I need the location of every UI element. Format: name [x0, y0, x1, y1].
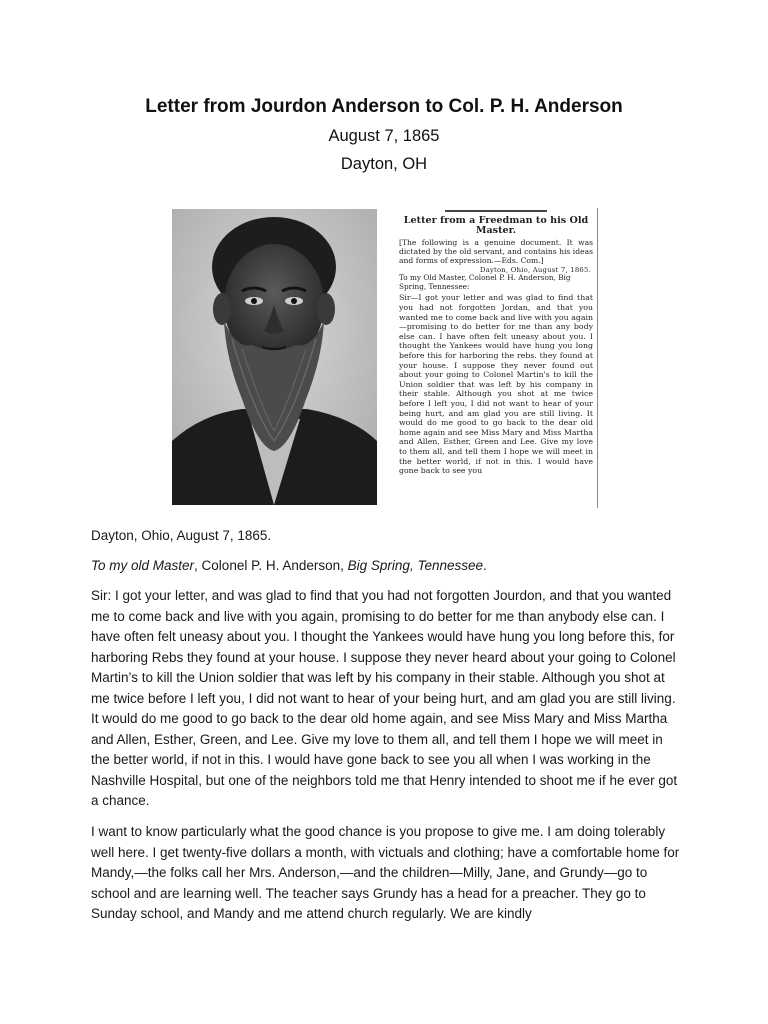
portrait-photo — [172, 209, 377, 505]
letter-paragraph: I want to know particularly what the good chance is you propose to give me. I am doing tolerably well here. I get twenty-five dollars a month, with victuals and clothing; have a comfortable home for Mandy,—the folks call her Mrs. Anderson,—and the children—Milly, Jane, and Grundy—go to school and are learning well. The teacher says Grundy has a head for a preacher. They go to Sunday school, and Mandy and me attend church regularly. We are kindly — [91, 824, 680, 921]
clipping-rule — [445, 210, 547, 212]
letter-salutation — [91, 556, 681, 577]
clipping-editor-note: [The following is a genuine document. It was dictated by the old servant, and contains his ideas and forms of expression.—Eds. Com.] — [399, 238, 593, 266]
clipping-body: Sir—I got your letter and was glad to find that you had not forgotten Jordan, and that you wanted me to come back and live with you again—promising to do better for me than any body else can. I have often felt uneasy about you. I thought the Yankees would have hung you long before this for harboring the rebs. they found at your house. I suppose they never found out about your going to Colonel Martin's to kill the Union soldier that was left by his company in their stable. Although you shot at me twice before I left you, I did not want to hear of your being hurt, and am glad you are still living. It would do me good to go back to the dear old home again and see Miss Mary and Miss Martha and Allen, Esther, Green and Lee. Give my love to them all, and tell them I hope we will meet in the better world, if not in this. I would have gone back to see you — [399, 293, 593, 476]
newspaper-clipping — [395, 208, 598, 508]
salutation-location: Big Spring, Tennessee — [347, 558, 483, 573]
clipping-address: To my Old Master, Colonel P. H. Anderson, Big Spring, Tennessee: — [399, 273, 571, 291]
page-title: Letter from Jourdon Anderson to Col. P. H. Anderson — [145, 96, 623, 117]
salutation-period: . — [483, 558, 487, 573]
clipping-dateline: Dayton, Ohio, August 7, 1865. — [479, 266, 591, 275]
portrait-illustration — [172, 209, 377, 505]
letter-date-subtitle: August 7, 1865 — [328, 127, 440, 145]
letter-place-subtitle: Dayton, OH — [340, 155, 428, 173]
letter-paragraph: Sir: I got your letter, and was glad to find that you had not forgotten Jourdon, and that you wanted me to come back and live with you again, promising to do better for me than anybody else can. I have often felt uneasy about you. I thought the Yankees would have hung you long before this, for harboring Rebs they found at your house. I suppose they never heard about your going to Colonel Martin’s to kill the Union soldier that was left by his company in their stable. Although you shot at me twice before I left you, I did not want to hear of your being hurt, and am glad you are still living. It would do me good to go back to the dear old home again, and see Miss Mary and Miss Martha and Allen, Esther, Green, and Lee. Give my love to them all, and tell them I hope we will meet in the better world, if not in this. I would have gone back to see you all when I was working in the Nashville Hospital, but one of the neighbors told me that Henry intended to shoot me if he ever got a chance. — [91, 588, 678, 808]
salutation-recipient: , Colonel P. H. Anderson, — [194, 558, 348, 573]
clipping-headline: Letter from a Freedman to his Old Master. — [403, 215, 589, 236]
salutation-old-master: To my old Master — [91, 558, 195, 573]
letter-dateline: Dayton, Ohio, August 7, 1865. — [91, 528, 272, 543]
